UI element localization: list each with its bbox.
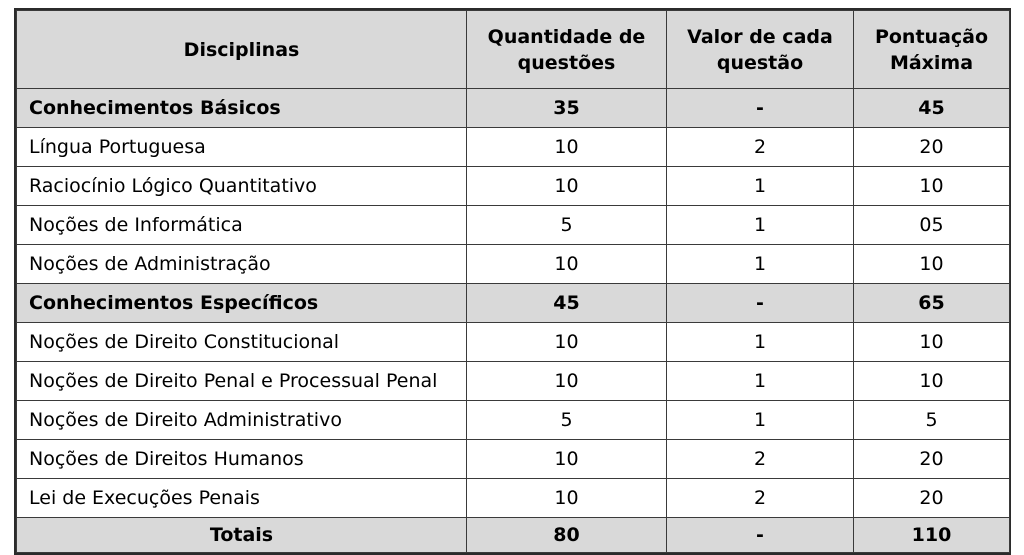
quantidade-cell: 10 — [467, 479, 667, 518]
quantidade-cell: 10 — [467, 323, 667, 362]
table-row — [17, 440, 1010, 479]
header-row — [17, 11, 1010, 89]
group-row-basicos — [17, 89, 1010, 128]
pontuacao-cell: 10 — [854, 245, 1010, 284]
disciplina-cell: Noções de Administração — [17, 245, 467, 284]
header-valor: Valor de cada questão — [667, 11, 854, 89]
valor-cell: 1 — [667, 362, 854, 401]
valor-cell: 1 — [667, 167, 854, 206]
group-pontuacao: 65 — [854, 284, 1010, 323]
pontuacao-cell: 10 — [854, 167, 1010, 206]
disciplina-cell: Noções de Direito Constitucional — [17, 323, 467, 362]
header-pontuacao: Pontuação Máxima — [854, 11, 1010, 89]
disciplina-cell: Noções de Direitos Humanos — [17, 440, 467, 479]
table-row — [17, 206, 1010, 245]
quantidade-cell: 10 — [467, 128, 667, 167]
disciplina-cell: Lei de Execuções Penais — [17, 479, 467, 518]
quantidade-cell: 10 — [467, 440, 667, 479]
quantidade-cell: 10 — [467, 362, 667, 401]
group-valor: - — [667, 89, 854, 128]
table-row — [17, 323, 1010, 362]
table-row — [17, 128, 1010, 167]
disciplina-cell: Noções de Direito Administrativo — [17, 401, 467, 440]
quantidade-cell: 5 — [467, 401, 667, 440]
pontuacao-cell: 20 — [854, 440, 1010, 479]
group-quantidade: 45 — [467, 284, 667, 323]
table-row — [17, 401, 1010, 440]
group-pontuacao: 45 — [854, 89, 1010, 128]
totals-valor: - — [667, 518, 854, 553]
valor-cell: 1 — [667, 245, 854, 284]
pontuacao-cell: 5 — [854, 401, 1010, 440]
pontuacao-cell: 10 — [854, 323, 1010, 362]
valor-cell: 1 — [667, 206, 854, 245]
totals-row — [17, 518, 1010, 553]
table-row — [17, 362, 1010, 401]
pontuacao-cell: 10 — [854, 362, 1010, 401]
totals-quantidade: 80 — [467, 518, 667, 553]
quantidade-cell: 10 — [467, 167, 667, 206]
disciplina-cell: Raciocínio Lógico Quantitativo — [17, 167, 467, 206]
score-table — [16, 10, 1010, 553]
pontuacao-cell: 20 — [854, 479, 1010, 518]
table-row — [17, 167, 1010, 206]
quantidade-cell: 5 — [467, 206, 667, 245]
valor-cell: 2 — [667, 479, 854, 518]
group-row-especificos — [17, 284, 1010, 323]
valor-cell: 2 — [667, 440, 854, 479]
score-table-frame — [14, 8, 1011, 555]
pontuacao-cell: 20 — [854, 128, 1010, 167]
valor-cell: 2 — [667, 128, 854, 167]
totals-pontuacao: 110 — [854, 518, 1010, 553]
valor-cell: 1 — [667, 323, 854, 362]
group-quantidade: 35 — [467, 89, 667, 128]
quantidade-cell: 10 — [467, 245, 667, 284]
disciplina-cell: Noções de Informática — [17, 206, 467, 245]
group-label: Conhecimentos Específicos — [17, 284, 467, 323]
disciplina-cell: Noções de Direito Penal e Processual Penal — [17, 362, 467, 401]
table-row — [17, 245, 1010, 284]
table-row — [17, 479, 1010, 518]
totals-label: Totais — [17, 518, 467, 553]
header-quantidade: Quantidade de questões — [467, 11, 667, 89]
header-disciplinas: Disciplinas — [17, 11, 467, 89]
pontuacao-cell: 05 — [854, 206, 1010, 245]
disciplina-cell: Língua Portuguesa — [17, 128, 467, 167]
group-valor: - — [667, 284, 854, 323]
group-label: Conhecimentos Básicos — [17, 89, 467, 128]
valor-cell: 1 — [667, 401, 854, 440]
